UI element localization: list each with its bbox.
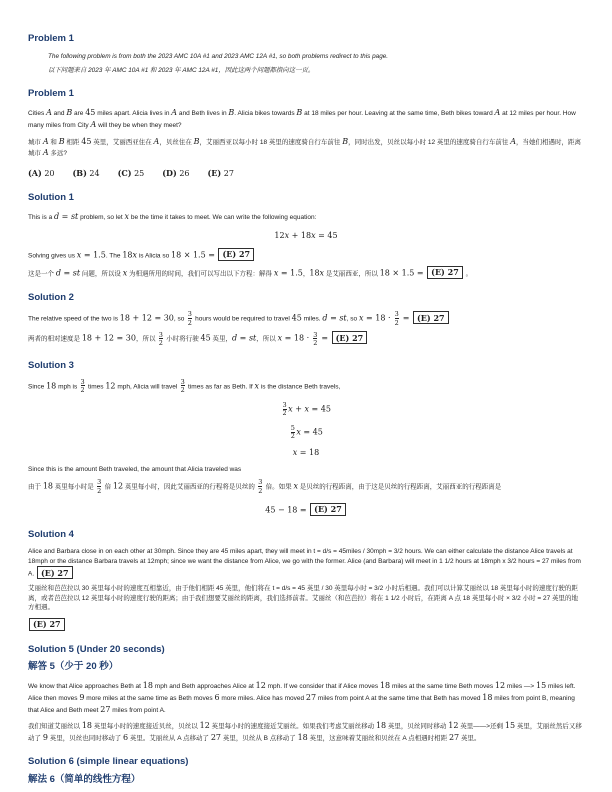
- solution-2-text-en: [28, 311, 584, 326]
- math-number: 18: [42, 481, 53, 491]
- text-run: be the time it takes to meet. We can write the following equation:: [129, 214, 317, 222]
- math-variable: x: [284, 230, 290, 240]
- fraction: [181, 379, 185, 394]
- math-number: 18: [375, 721, 387, 731]
- math-variable: B: [58, 136, 65, 146]
- math-number: 24: [86, 168, 100, 178]
- text-run: mph, Alicia will travel: [115, 382, 180, 390]
- text-run: Alice and Barbara close in on each other at 30mph. Since they are 45 miles apart, they will meet in t = d/s = 45miles / 30mph = 3/2 hours. We can either calculate the distance Alice travels at 18mph or the distance Barbara travels at 12mph; since we want the distance from Alice, we go with the former. Alice (and Barbara) will meet in 1 1/2 hours at 18mph x 3/2 hours = 27 miles from A.: [28, 548, 581, 578]
- solution-6-heading-zh: 解法 6（简单的线性方程）: [28, 774, 141, 786]
- document-content: [28, 34, 584, 786]
- text-run: and: [51, 110, 67, 118]
- solution-4-text-zh: [28, 584, 584, 612]
- math-number: 12: [448, 721, 459, 731]
- text-run: 艾丽丝和芭芭拉以 30 英里每小时的速度互相靠近，由于他们相距 45 英里，他们将在 t = d/s = 45 英里 / 30 英里每小时 = 3/2 小时后相遇。我们可以计算艾丽丝以 18 英里每小时的速度行驶的距离，或者芭芭拉以 12 英里每小时的速度行驶的距离；由于我们想要艾丽丝的距离，我们选择前者。艾丽丝（和芭芭拉）将在 1 1/2 小时后，在距离 A 点 18 英里每小时 × 3/2 小时 = 27 英里的地方相遇。: [28, 585, 579, 612]
- math-number: =: [327, 313, 340, 323]
- fraction-denominator: 2: [282, 409, 287, 418]
- text-run: more miles. Alice has moved: [219, 695, 306, 702]
- fraction-numerator: 3: [187, 310, 192, 319]
- text-run: 英里，贝丝同时移动: [386, 723, 449, 731]
- solution-2-heading: Solution 2: [28, 292, 74, 304]
- fraction-denominator: 2: [258, 486, 263, 495]
- text-run: 是贝丝的行程距离，由于这是贝丝的行程距离，艾丽西亚的行程距离是: [297, 483, 502, 491]
- math-number: 45: [81, 136, 92, 146]
- math-number: =: [59, 212, 71, 222]
- math-number: 18: [309, 268, 320, 278]
- math-number: 18 + 12 = 30: [119, 313, 174, 323]
- solution-1-text-en: [28, 211, 584, 223]
- math-variable: A: [510, 136, 517, 146]
- text-run: , so: [346, 315, 359, 323]
- math-number: =: [237, 333, 249, 343]
- math-variable: A: [153, 136, 160, 146]
- solution-3-answer-equation: [28, 503, 584, 516]
- math-number: 6: [123, 732, 129, 742]
- text-run: 倍: [102, 483, 113, 491]
- text-run: 英里每小时，因此艾丽西亚的行程将是贝丝的: [123, 483, 257, 491]
- text-run: times: [86, 382, 106, 390]
- math-variable: A: [42, 136, 49, 146]
- fraction-denominator: 2: [290, 432, 295, 441]
- text-run: miles apart. Alicia lives in: [95, 110, 172, 118]
- text-run: ，: [302, 270, 310, 278]
- text-run: miles at the same time Beth moves: [390, 683, 495, 691]
- solution-1-text-zh: [28, 266, 584, 279]
- math-number: = 45: [309, 404, 331, 414]
- text-run: 英里，贝丝从 B 点移动了: [221, 734, 298, 742]
- text-run: ，同时出发，贝丝以每小时 12 英里的速度骑自行车前往: [348, 138, 511, 146]
- math-variable: B: [296, 108, 303, 118]
- text-run: more miles at the same time as Beth moves: [84, 695, 215, 702]
- text-run: miles from point A at the same time that Beth has moved: [316, 695, 483, 702]
- solution-2-text-zh: [28, 331, 584, 346]
- text-run: ，艾丽西亚以每小时 18 英里的速度骑自行车前往: [199, 138, 343, 146]
- math-variable: B: [66, 108, 73, 118]
- fraction-numerator: 3: [394, 310, 399, 319]
- math-number: =: [60, 268, 73, 278]
- text-run: 英里——>还剩: [458, 723, 505, 731]
- math-variable: x: [292, 447, 298, 457]
- text-run: 小时将行驶: [164, 335, 201, 343]
- math-number: 9: [42, 732, 48, 742]
- solution-3-equation-3: [28, 448, 584, 457]
- math-number: 6: [214, 693, 220, 702]
- text-run: 英里，: [210, 335, 233, 343]
- text-run: miles from point A.: [110, 706, 166, 714]
- text-run: 我们知道艾丽丝以: [28, 723, 82, 731]
- text-run: problem, so let: [78, 214, 125, 222]
- math-number: 18 + 12 = 30: [81, 333, 136, 343]
- choice-letter: (E): [207, 167, 222, 178]
- math-number: 15: [536, 681, 547, 691]
- solution-1-result-en: [28, 248, 584, 261]
- math-number: 12: [494, 681, 506, 691]
- text-run: 英里每小时的速度接近贝丝，贝丝以: [92, 723, 200, 731]
- math-variable: x: [288, 404, 293, 414]
- solution-4-text-en: [28, 547, 584, 579]
- math-number: 27: [100, 704, 111, 714]
- math-number: = 45: [300, 427, 323, 437]
- fraction-numerator: 5: [290, 423, 295, 432]
- math-variable: x: [319, 268, 325, 278]
- text-run: will they be when they meet?: [96, 122, 182, 129]
- math-number: 18: [122, 250, 133, 260]
- text-run: Cities: [28, 110, 47, 118]
- solution-3-text-zh: [28, 479, 584, 494]
- math-number: 12: [255, 681, 266, 691]
- answer-box: (E) 27: [413, 311, 449, 324]
- math-variable: B: [193, 136, 200, 146]
- math-number: +: [292, 404, 305, 414]
- fraction-numerator: 3: [80, 377, 85, 386]
- math-number: 18: [142, 681, 153, 691]
- fraction-denominator: 2: [313, 338, 318, 347]
- math-variable: st: [70, 212, 79, 222]
- fraction: [188, 311, 192, 326]
- math-number: 45: [291, 313, 302, 323]
- math-number: 12: [105, 380, 116, 390]
- fraction: [81, 379, 85, 394]
- text-run: 多远?: [48, 150, 68, 158]
- math-number: = 45: [315, 230, 338, 240]
- problem-statement-en: [28, 107, 584, 130]
- text-run: 这是一个: [28, 270, 56, 278]
- fraction-numerator: 3: [313, 330, 318, 339]
- redirect-note-en: The following problem is from both the 2023 AMC 10A #1 and 2023 AMC 12A #1, so both problems redirect to this page.: [48, 52, 389, 60]
- math-variable: x: [358, 313, 364, 323]
- text-run: 英里，这意味着艾丽丝和贝丝在 A 点相遇时相距: [307, 734, 449, 742]
- text-run: Since: [28, 382, 47, 390]
- math-variable: x: [254, 380, 260, 390]
- text-run: 为相遇所用的时间，我们可以写出以下方程：解得: [127, 270, 274, 278]
- fraction: [313, 332, 317, 347]
- text-run: 是艾丽西亚，所以: [324, 270, 380, 278]
- math-number: 45: [200, 333, 211, 343]
- math-variable: x: [76, 250, 82, 260]
- solution-4-heading: Solution 4: [28, 528, 74, 540]
- answer-box: (E) 27: [332, 331, 368, 344]
- math-variable: x: [304, 404, 309, 414]
- fraction-denominator: 2: [394, 318, 399, 327]
- math-variable: st: [339, 313, 347, 323]
- math-number: 18: [482, 693, 493, 702]
- math-variable: A: [42, 148, 49, 158]
- math-number: =: [318, 333, 331, 343]
- math-number: 45 − 18 =: [265, 505, 310, 515]
- math-variable: A: [46, 108, 52, 118]
- text-run: , so: [173, 315, 187, 323]
- fraction-numerator: 3: [158, 330, 163, 339]
- solution-5-text-en: [28, 680, 584, 715]
- text-run: at 12 miles per hour. How many miles from City: [28, 110, 576, 129]
- math-variable: A: [494, 108, 501, 118]
- text-run: mph and Beth approaches Alice at: [152, 683, 256, 691]
- problem-1-header-heading: Problem 1: [28, 33, 74, 44]
- text-run: We know that Alice approaches Beth at: [28, 683, 143, 691]
- problem-1-heading: Problem 1: [28, 88, 74, 100]
- math-number: = 1.5: [278, 268, 303, 278]
- text-run: . The: [105, 252, 123, 260]
- math-number: =: [400, 313, 413, 323]
- fraction-numerator: 3: [180, 377, 185, 386]
- math-number: = 18 ·: [282, 333, 312, 343]
- problem-statement-zh: [28, 136, 584, 159]
- math-number: 18: [81, 721, 92, 731]
- text-run: at 18 miles per hour. Leaving at the same time, Beth bikes toward: [302, 110, 495, 118]
- math-variable: x: [296, 427, 301, 437]
- text-run: ，所以: [256, 335, 278, 343]
- text-run: 由于: [28, 483, 43, 491]
- answer-box: (E) 27: [37, 566, 73, 579]
- text-run: and Beth lives in: [177, 110, 229, 118]
- solution-5-heading-en: Solution 5 (Under 20 seconds): [28, 643, 165, 655]
- text-run: hours would be required to travel: [193, 315, 292, 323]
- math-variable: x: [293, 481, 298, 491]
- text-run: miles left. Alice then moves: [28, 683, 576, 702]
- text-run: miles.: [301, 315, 323, 323]
- choice-letter: (D): [162, 167, 177, 178]
- fraction-denominator: 2: [80, 385, 85, 394]
- text-run: 两者的相对速度是: [28, 335, 82, 343]
- solution-5-text-zh: [28, 720, 584, 743]
- text-run: . Alicia bikes towards: [234, 110, 297, 118]
- fraction: [97, 479, 101, 494]
- math-variable: A: [171, 108, 178, 118]
- text-run: 英里每小时是: [53, 483, 96, 491]
- text-run: 和: [48, 138, 59, 146]
- fraction-numerator: 3: [258, 478, 263, 487]
- solution-6-heading-en: Solution 6 (simple linear equations): [28, 756, 189, 768]
- math-variable: x: [277, 333, 283, 343]
- text-run: The relative speed of the two is: [28, 315, 120, 323]
- redirect-note-zh: 以下问题来自 2023 年 AMC 10A #1 和 2023 年 AMC 12A #1，因此这两个问题都指向这一页。: [48, 67, 315, 75]
- choice-letter: (A): [28, 167, 42, 178]
- fraction: [283, 402, 287, 417]
- math-number: 18 × 1.5 =: [171, 250, 218, 260]
- text-run: is the distance Beth travels,: [259, 382, 341, 390]
- text-run: miles —>: [505, 683, 536, 691]
- math-number: 26: [176, 168, 190, 178]
- solution-3-equation-1: [28, 402, 584, 417]
- solution-3-heading: Solution 3: [28, 359, 74, 371]
- text-run: 英里。艾丽丝从 A 点移动了: [128, 734, 211, 742]
- math-variable: x: [273, 268, 279, 278]
- answer-box: (E) 27: [29, 618, 65, 631]
- math-number: 15: [504, 721, 516, 731]
- fraction-denominator: 2: [187, 318, 192, 327]
- math-variable: x: [311, 230, 316, 240]
- text-run: 相距: [64, 138, 82, 146]
- math-number: 18: [297, 732, 308, 742]
- text-run: Solving gives us: [28, 252, 77, 260]
- math-number: 18: [379, 681, 391, 691]
- text-run: 英里每小时的速度接近艾丽丝。如果我们考虑艾丽丝移动: [209, 723, 376, 731]
- math-number: 18: [46, 380, 57, 390]
- solution-3-equation-2: [28, 425, 584, 440]
- text-run: mph is: [56, 382, 80, 390]
- text-run: This is a: [28, 214, 55, 222]
- math-variable: A: [90, 120, 97, 129]
- fraction-denominator: 2: [180, 385, 185, 394]
- math-variable: st: [72, 268, 81, 278]
- solution-4-answer: [28, 618, 584, 631]
- text-run: 城市: [28, 138, 43, 146]
- text-run: 英里。: [459, 734, 481, 742]
- answer-box: (E) 27: [427, 266, 463, 279]
- solution-1-equation: [28, 231, 584, 240]
- math-number: 45: [85, 108, 96, 118]
- text-run: are: [72, 110, 86, 118]
- math-variable: B: [342, 136, 349, 146]
- fraction-denominator: 2: [97, 486, 102, 495]
- math-number: = 18 ·: [363, 313, 394, 323]
- fraction-numerator: 3: [282, 400, 287, 409]
- answer-box: (E) 27: [218, 248, 254, 261]
- math-number: = 18: [297, 447, 320, 457]
- text-run: ，当她们相遇时，距离城市: [28, 138, 582, 158]
- answer-choices: [28, 168, 584, 180]
- fraction-numerator: 3: [97, 478, 102, 487]
- math-number: 27: [448, 732, 460, 742]
- text-run: 英里，艾丽丝然后又移动了: [28, 723, 582, 742]
- math-variable: d: [55, 268, 61, 278]
- math-number: 27: [305, 693, 317, 702]
- math-number: = 1.5: [81, 250, 106, 260]
- math-number: 25: [131, 168, 145, 178]
- fraction: [258, 479, 262, 494]
- text-run: ，贝丝住在: [159, 138, 194, 146]
- math-variable: x: [124, 212, 130, 222]
- math-number: 9: [79, 693, 85, 702]
- fraction: [291, 425, 295, 440]
- text-run: Since this is the amount Beth traveled, the amount that Alicia traveled was: [28, 465, 242, 473]
- math-number: 20: [41, 168, 55, 178]
- text-run: mph. If we consider that if Alice moves: [265, 683, 380, 691]
- solution-3-text-2-en: [28, 465, 584, 474]
- math-number: 12: [199, 721, 210, 731]
- math-number: 12: [112, 481, 124, 491]
- choice-letter: (C): [117, 167, 132, 178]
- text-run: 倍。如果: [263, 483, 294, 491]
- math-variable: d: [54, 212, 60, 222]
- fraction-denominator: 2: [158, 338, 163, 347]
- math-variable: d: [322, 313, 328, 323]
- math-number: 12: [274, 230, 285, 240]
- math-variable: x: [132, 250, 138, 260]
- math-number: 27: [221, 168, 234, 178]
- text-run: is Alicia so: [137, 252, 171, 260]
- text-run: 英里，贝丝也同时移动了: [47, 734, 124, 742]
- text-run: miles from point B, meaning that Alice and Beth meet: [28, 695, 575, 714]
- text-run: times as far as Beth. If: [186, 382, 255, 390]
- fraction: [159, 332, 163, 347]
- text-run: ，所以: [135, 335, 158, 343]
- solution-1-heading: Solution 1: [28, 192, 74, 204]
- math-number: + 18: [289, 230, 312, 240]
- answer-box: (E) 27: [310, 503, 346, 516]
- fraction: [395, 311, 399, 326]
- text-run: 。: [463, 270, 473, 278]
- math-variable: B: [228, 108, 235, 118]
- solution-5-heading-zh: 解答 5（少于 20 秒）: [28, 661, 119, 673]
- text-run: 问题，所以设: [80, 270, 123, 278]
- math-number: 27: [210, 732, 222, 742]
- math-number: 18 × 1.5 =: [379, 268, 427, 278]
- math-variable: st: [248, 333, 257, 343]
- solution-3-text-en: [28, 379, 584, 394]
- math-variable: x: [122, 268, 128, 278]
- text-run: 英里，艾丽西亚住在: [91, 138, 154, 146]
- choice-letter: (B): [72, 167, 87, 178]
- math-variable: d: [232, 333, 238, 343]
